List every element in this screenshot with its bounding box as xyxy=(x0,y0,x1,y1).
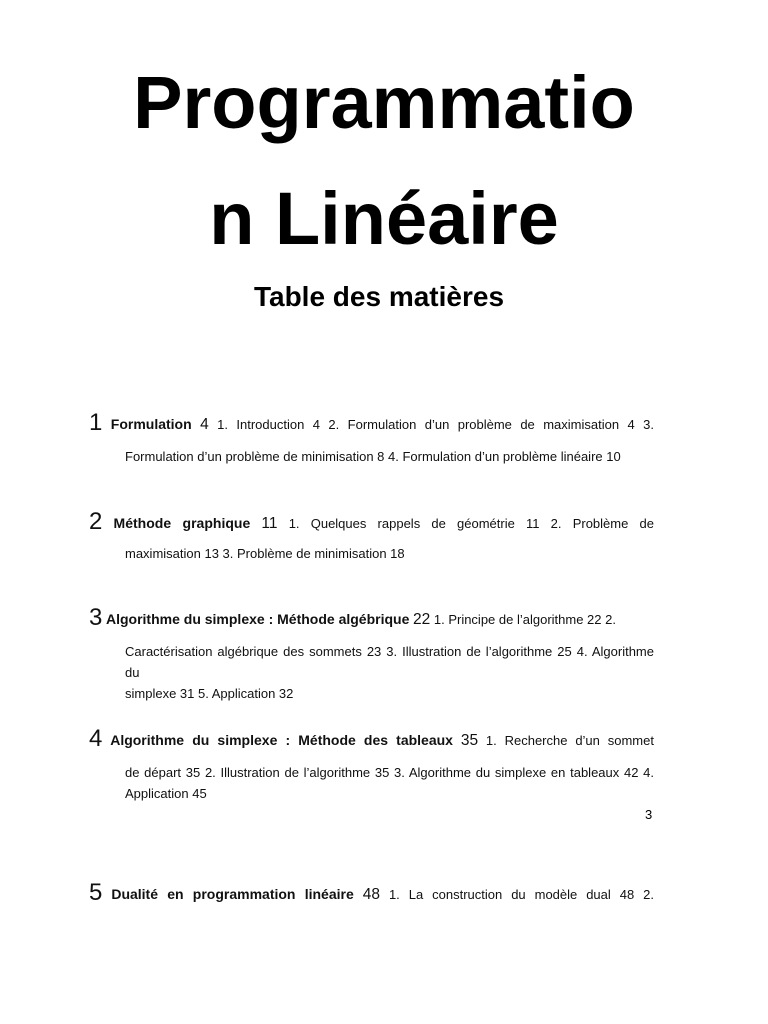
toc-entry-continuation: simplexe 31 5. Application 32 xyxy=(125,686,294,701)
toc-entry-4 xyxy=(89,724,654,804)
toc-entry-first-line xyxy=(89,878,654,910)
chapter-number: 5 xyxy=(89,879,103,906)
chapter-number: 2 xyxy=(89,508,103,535)
toc-entry-5 xyxy=(89,878,654,910)
subsection-list: 1. Quelques rappels de géométrie 11 2. Problème de xyxy=(288,516,654,531)
toc-entry-first-line xyxy=(89,724,654,756)
toc-entry-continuation: de départ 35 2. Illustration de l’algorithme 35 3. Algorithme du simplexe en tableaux 42 4. xyxy=(125,765,654,780)
chapter-page: 11 xyxy=(261,515,278,532)
chapter-title: Dualité en programmation linéaire xyxy=(111,886,354,902)
toc-entry-first-line xyxy=(89,408,654,440)
chapter-number: 1 xyxy=(89,409,103,436)
table-of-contents-heading: Table des matières xyxy=(253,281,505,312)
toc-entry-1 xyxy=(89,408,654,467)
chapter-title: Formulation xyxy=(110,416,192,432)
toc-entry-continuation: Caractérisation algébrique des sommets 23 3. Illustration de l’algorithme 25 4. Algorithme du xyxy=(125,644,654,680)
chapter-page: 48 xyxy=(362,886,380,903)
subsection-list: 1. La construction du modèle dual 48 2. xyxy=(388,887,654,902)
chapter-title: Méthode graphique xyxy=(113,515,251,531)
page-number: 3 xyxy=(645,807,653,822)
chapter-page: 22 xyxy=(412,611,431,628)
toc-entry-continuation: Formulation d’un problème de minimisation 8 4. Formulation d’un problème linéaire 10 xyxy=(125,449,621,464)
document-title-line-2: n Linéaire xyxy=(209,177,559,260)
toc-entry-continuation: Application 45 xyxy=(125,786,207,801)
chapter-number: 3 xyxy=(89,604,103,631)
toc-entry-first-line xyxy=(89,507,654,539)
chapter-page: 4 xyxy=(200,416,209,433)
chapter-title: Algorithme du simplexe : Méthode des tableaux xyxy=(110,732,453,748)
toc-entry-3 xyxy=(89,603,654,704)
subsection-list: 1. Introduction 4 2. Formulation d’un problème de maximisation 4 3. xyxy=(217,417,654,432)
chapter-title: Algorithme du simplexe : Méthode algébrique xyxy=(105,611,410,627)
document-title-line-1: Programmatio xyxy=(133,61,635,144)
toc-entry-continuation: maximisation 13 3. Problème de minimisation 18 xyxy=(125,546,405,561)
chapter-page: 35 xyxy=(460,732,479,749)
toc-entry-first-line xyxy=(89,603,654,635)
chapter-number: 4 xyxy=(89,725,103,752)
subsection-list: 1. Recherche d’un sommet xyxy=(485,733,654,748)
toc-entry-2 xyxy=(89,507,654,564)
subsection-list: 1. Principe de l’algorithme 22 2. xyxy=(433,612,616,627)
